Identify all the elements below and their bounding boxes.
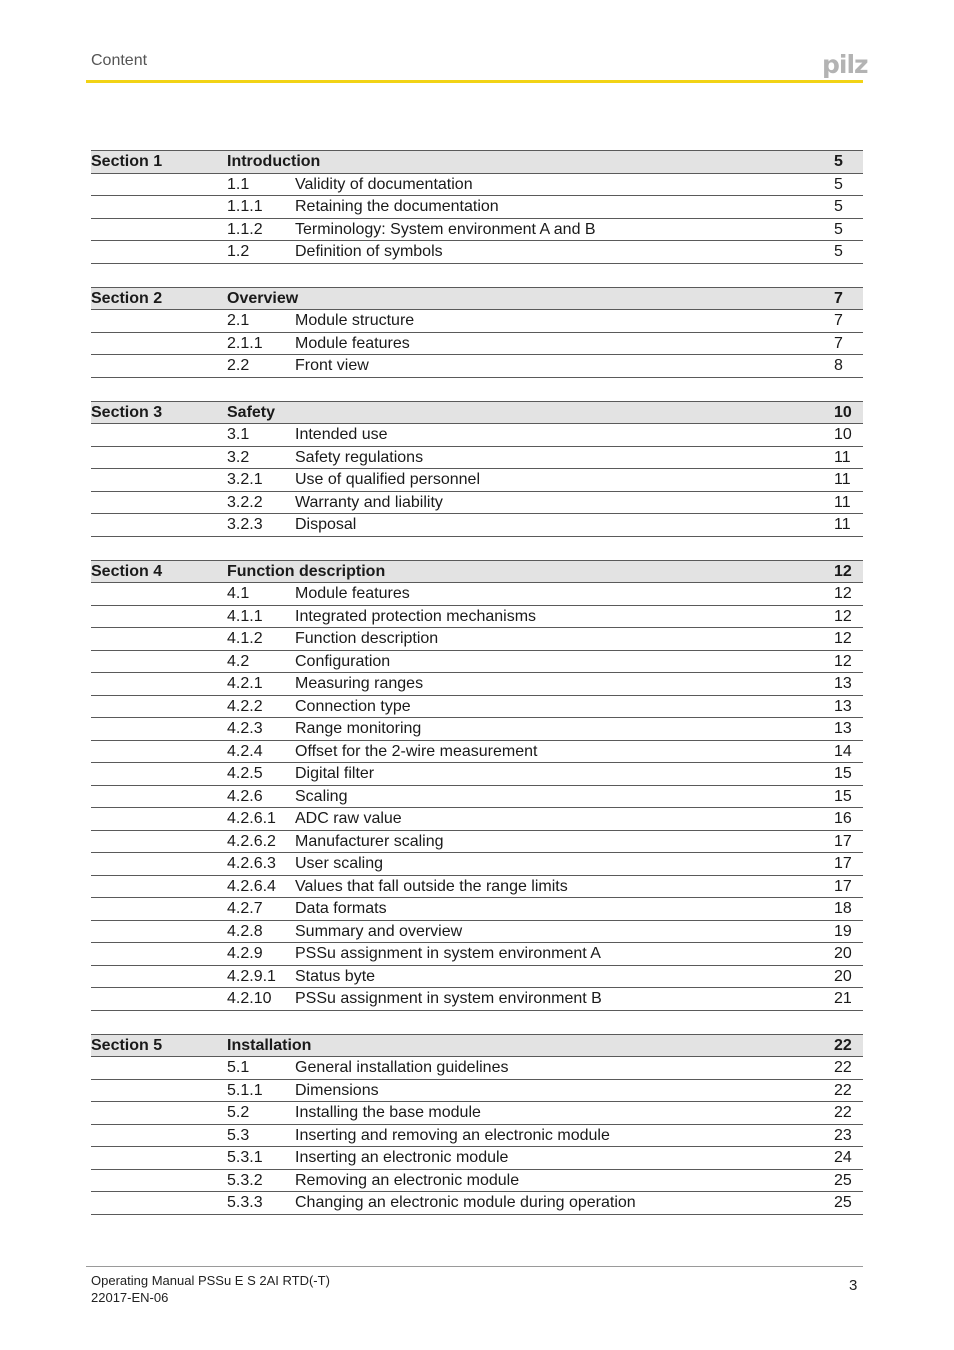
entry-spacer <box>91 921 227 943</box>
entry-page: 11 <box>834 516 851 533</box>
entry-number: 4.1.1 <box>227 607 263 625</box>
toc-entry[interactable] <box>91 241 863 264</box>
entry-page: 17 <box>834 877 852 895</box>
entry-page: 23 <box>834 1126 852 1144</box>
entry-number: 3.2.3 <box>227 516 263 533</box>
entry-spacer <box>91 876 227 898</box>
toc-entry[interactable] <box>91 447 863 470</box>
entry-page: 12 <box>834 652 852 670</box>
entry-number: 4.2.6.2 <box>227 832 276 850</box>
entry-spacer <box>91 1125 227 1147</box>
entry-number: 4.2.3 <box>227 720 263 737</box>
toc-entry[interactable] <box>91 1147 863 1170</box>
toc-entry[interactable] <box>91 333 863 356</box>
toc-entry[interactable] <box>91 651 863 674</box>
entry-title: Disposal <box>295 516 357 533</box>
entry-number: 4.2.5 <box>227 765 263 782</box>
section-page: 5 <box>834 153 843 170</box>
entry-spacer <box>91 447 227 469</box>
section-label: Section 4 <box>91 562 163 580</box>
entry-number: 4.2.7 <box>227 900 263 917</box>
entry-number: 5.3 <box>227 1126 250 1144</box>
entry-title: Range monitoring <box>295 720 422 737</box>
toc-entry[interactable] <box>91 1192 863 1215</box>
section-label: Section 2 <box>91 289 163 307</box>
toc-section-heading[interactable] <box>91 150 863 174</box>
entry-spacer <box>91 310 227 332</box>
entry-page: 15 <box>834 787 852 805</box>
entry-title: PSSu assignment in system environment B <box>295 990 602 1007</box>
toc-entry[interactable] <box>91 606 863 629</box>
entry-spacer <box>91 1170 227 1192</box>
entry-number: 4.2.6.1 <box>227 810 276 827</box>
entry-page: 17 <box>834 832 852 850</box>
toc-entry[interactable] <box>91 876 863 899</box>
entry-number: 5.1.1 <box>227 1081 263 1099</box>
entry-title: Status byte <box>295 967 376 985</box>
section-title: Function description <box>227 562 386 580</box>
entry-page: 20 <box>834 967 852 985</box>
entry-page: 5 <box>834 220 843 238</box>
entry-number: 5.3.3 <box>227 1194 263 1211</box>
entry-title: Function description <box>295 630 439 647</box>
entry-page: 22 <box>834 1081 852 1099</box>
entry-number: 3.1 <box>227 426 250 443</box>
entry-number: 4.1.2 <box>227 630 263 647</box>
entry-number: 1.1 <box>227 175 250 193</box>
entry-spacer <box>91 1192 227 1214</box>
entry-spacer <box>91 174 227 196</box>
entry-spacer <box>91 333 227 355</box>
entry-number: 3.2.2 <box>227 493 263 511</box>
toc-section-heading[interactable] <box>91 287 863 311</box>
entry-title: Safety regulations <box>295 448 424 466</box>
entry-title: Values that fall outside the range limits <box>295 877 568 895</box>
toc-entry[interactable] <box>91 219 863 242</box>
entry-title: User scaling <box>295 855 384 872</box>
entry-spacer <box>91 831 227 853</box>
entry-title: General installation guidelines <box>295 1059 509 1076</box>
toc-entry[interactable] <box>91 514 863 537</box>
section-title: Safety <box>227 403 276 421</box>
entry-title: Module features <box>295 334 410 352</box>
header-title: Content <box>91 52 148 69</box>
entry-page: 25 <box>834 1194 852 1211</box>
entry-title: Integrated protection mechanisms <box>295 607 537 625</box>
entry-page: 13 <box>834 697 852 715</box>
entry-number: 1.1.2 <box>227 220 263 238</box>
entry-number: 2.2 <box>227 357 250 374</box>
toc-entry[interactable] <box>91 310 863 333</box>
entry-title: Digital filter <box>295 765 375 782</box>
entry-title: Inserting an electronic module <box>295 1149 509 1166</box>
entry-title: Removing an electronic module <box>295 1171 520 1189</box>
entry-title: Front view <box>295 357 369 374</box>
toc-entry[interactable] <box>91 696 863 719</box>
entry-page: 18 <box>834 900 852 917</box>
entry-page: 5 <box>834 198 843 215</box>
entry-page: 16 <box>834 810 852 827</box>
toc-entry[interactable] <box>91 1080 863 1103</box>
entry-spacer <box>91 241 227 263</box>
section-page: 10 <box>834 403 852 421</box>
entry-spacer <box>91 696 227 718</box>
toc-entry[interactable] <box>91 831 863 854</box>
entry-page: 12 <box>834 630 852 647</box>
toc-entry[interactable] <box>91 741 863 764</box>
entry-spacer <box>91 1080 227 1102</box>
toc-entry[interactable] <box>91 673 863 696</box>
entry-spacer <box>91 492 227 514</box>
toc-entry[interactable] <box>91 988 863 1011</box>
toc-section-heading[interactable] <box>91 401 863 425</box>
entry-page: 24 <box>834 1149 852 1166</box>
entry-spacer <box>91 355 227 377</box>
entry-page: 5 <box>834 175 843 193</box>
entry-spacer <box>91 741 227 763</box>
entry-spacer <box>91 606 227 628</box>
entry-number: 1.2 <box>227 243 250 260</box>
entry-spacer <box>91 673 227 695</box>
toc-entry[interactable] <box>91 1125 863 1148</box>
entry-number: 4.2.9 <box>227 945 263 962</box>
entry-page: 8 <box>834 357 843 374</box>
entry-number: 2.1.1 <box>227 334 263 352</box>
toc-entry[interactable] <box>91 469 863 492</box>
toc-entry[interactable] <box>91 921 863 944</box>
entry-page: 11 <box>834 493 851 511</box>
entry-title: Intended use <box>295 426 388 443</box>
entry-page: 5 <box>834 243 843 260</box>
entry-spacer <box>91 853 227 875</box>
entry-page: 14 <box>834 742 852 760</box>
entry-number: 5.1 <box>227 1059 250 1076</box>
entry-number: 2.1 <box>227 312 250 329</box>
entry-page: 10 <box>834 426 852 443</box>
entry-number: 4.2 <box>227 652 250 670</box>
toc-section <box>91 1034 863 1215</box>
entry-title: Scaling <box>295 787 348 805</box>
entry-number: 4.2.2 <box>227 697 263 715</box>
toc-entry[interactable] <box>91 1102 863 1125</box>
section-title: Installation <box>227 1036 312 1054</box>
entry-spacer <box>91 219 227 241</box>
toc-entry[interactable] <box>91 196 863 219</box>
footer-doc-number: 22017-EN-06 <box>91 1290 169 1305</box>
section-page: 22 <box>834 1036 852 1054</box>
entry-page: 22 <box>834 1059 852 1076</box>
toc-entry[interactable] <box>91 718 863 741</box>
entry-page: 13 <box>834 675 852 692</box>
entry-spacer <box>91 514 227 536</box>
toc-section-heading[interactable] <box>91 1034 863 1058</box>
toc-section <box>91 560 863 1011</box>
entry-spacer <box>91 786 227 808</box>
toc-entry[interactable] <box>91 763 863 786</box>
toc-section <box>91 287 863 378</box>
entry-spacer <box>91 628 227 650</box>
entry-number: 3.2 <box>227 448 250 466</box>
entry-title: Inserting and removing an electronic module <box>295 1126 610 1144</box>
entry-number: 5.3.2 <box>227 1171 263 1189</box>
entry-title: ADC raw value <box>295 810 402 827</box>
toc-entry[interactable] <box>91 174 863 197</box>
section-page: 12 <box>834 562 852 580</box>
entry-page: 12 <box>834 585 852 602</box>
toc-entry[interactable] <box>91 786 863 809</box>
entry-spacer <box>91 898 227 920</box>
entry-spacer <box>91 424 227 446</box>
entry-number: 4.2.10 <box>227 990 272 1007</box>
entry-number: 4.2.9.1 <box>227 967 276 985</box>
entry-page: 17 <box>834 855 852 872</box>
entry-title: Dimensions <box>295 1081 379 1099</box>
section-page: 7 <box>834 289 843 307</box>
entry-title: Warranty and liability <box>295 493 443 511</box>
entry-spacer <box>91 943 227 965</box>
entry-title: Terminology: System environment A and B <box>295 220 596 238</box>
entry-title: Summary and overview <box>295 922 463 940</box>
entry-title: Connection type <box>295 697 411 715</box>
entry-number: 4.2.4 <box>227 742 263 760</box>
entry-spacer <box>91 651 227 673</box>
toc-section-heading[interactable] <box>91 560 863 584</box>
entry-page: 13 <box>834 720 852 737</box>
entry-title: Manufacturer scaling <box>295 832 444 850</box>
entry-spacer <box>91 196 227 218</box>
footer-divider <box>86 1266 863 1267</box>
toc-entry[interactable] <box>91 492 863 515</box>
entry-number: 4.2.6.4 <box>227 877 276 895</box>
toc-section <box>91 401 863 537</box>
entry-spacer <box>91 583 227 605</box>
entry-title: Retaining the documentation <box>295 198 499 215</box>
section-label: Section 5 <box>91 1036 163 1054</box>
entry-title: Validity of documentation <box>295 175 473 193</box>
entry-spacer <box>91 808 227 830</box>
entry-number: 4.2.6 <box>227 787 263 805</box>
toc-entry[interactable] <box>91 853 863 876</box>
entry-page: 20 <box>834 945 852 962</box>
entry-page: 15 <box>834 765 852 782</box>
entry-number: 5.3.1 <box>227 1149 263 1166</box>
entry-spacer <box>91 1147 227 1169</box>
entry-spacer <box>91 1057 227 1079</box>
entry-title: Configuration <box>295 652 391 670</box>
entry-number: 4.2.6.3 <box>227 855 276 872</box>
section-label: Section 3 <box>91 403 163 421</box>
entry-spacer <box>91 1102 227 1124</box>
entry-spacer <box>91 988 227 1010</box>
entry-number: 1.1.1 <box>227 198 263 215</box>
entry-title: Module structure <box>295 312 415 329</box>
toc-entry[interactable] <box>91 898 863 921</box>
entry-title: Changing an electronic module during operation <box>295 1194 636 1211</box>
toc-entry[interactable] <box>91 1170 863 1193</box>
entry-number: 5.2 <box>227 1104 250 1121</box>
entry-title: Definition of symbols <box>295 243 443 260</box>
entry-title: Measuring ranges <box>295 675 424 692</box>
entry-title: PSSu assignment in system environment A <box>295 945 601 962</box>
entry-number: 4.2.8 <box>227 922 263 940</box>
entry-page: 7 <box>834 312 843 329</box>
entry-page: 12 <box>834 607 852 625</box>
table-of-contents <box>91 150 863 1238</box>
entry-title: Use of qualified personnel <box>295 471 481 488</box>
footer-manual-title: Operating Manual PSSu E S 2AI RTD(-T) <box>91 1273 330 1288</box>
toc-entry[interactable] <box>91 966 863 989</box>
entry-number: 3.2.1 <box>227 471 263 488</box>
toc-entry[interactable] <box>91 355 863 378</box>
section-title: Introduction <box>227 153 321 170</box>
toc-section <box>91 150 863 264</box>
entry-spacer <box>91 966 227 988</box>
entry-title: Data formats <box>295 900 387 917</box>
toc-entry[interactable] <box>91 943 863 966</box>
entry-title: Installing the base module <box>295 1104 481 1121</box>
toc-entry[interactable] <box>91 1057 863 1080</box>
entry-page: 11 <box>834 448 851 466</box>
entry-number: 4.1 <box>227 585 250 602</box>
header-divider <box>86 80 863 83</box>
section-title: Overview <box>227 289 299 307</box>
entry-title: Module features <box>295 585 410 602</box>
toc-entry[interactable] <box>91 808 863 831</box>
page-number: 3 <box>849 1277 858 1294</box>
toc-entry[interactable] <box>91 583 863 606</box>
entry-page: 19 <box>834 922 852 940</box>
section-label: Section 1 <box>91 153 163 170</box>
toc-entry[interactable] <box>91 628 863 651</box>
entry-spacer <box>91 763 227 785</box>
entry-page: 7 <box>834 334 843 352</box>
entry-page: 22 <box>834 1104 852 1121</box>
entry-number: 4.2.1 <box>227 675 263 692</box>
entry-page: 21 <box>834 990 852 1007</box>
toc-entry[interactable] <box>91 424 863 447</box>
entry-page: 11 <box>834 471 851 488</box>
entry-title: Offset for the 2-wire measurement <box>295 742 538 760</box>
entry-spacer <box>91 718 227 740</box>
entry-spacer <box>91 469 227 491</box>
pilz-logo: pilz <box>822 50 868 79</box>
entry-page: 25 <box>834 1171 852 1189</box>
